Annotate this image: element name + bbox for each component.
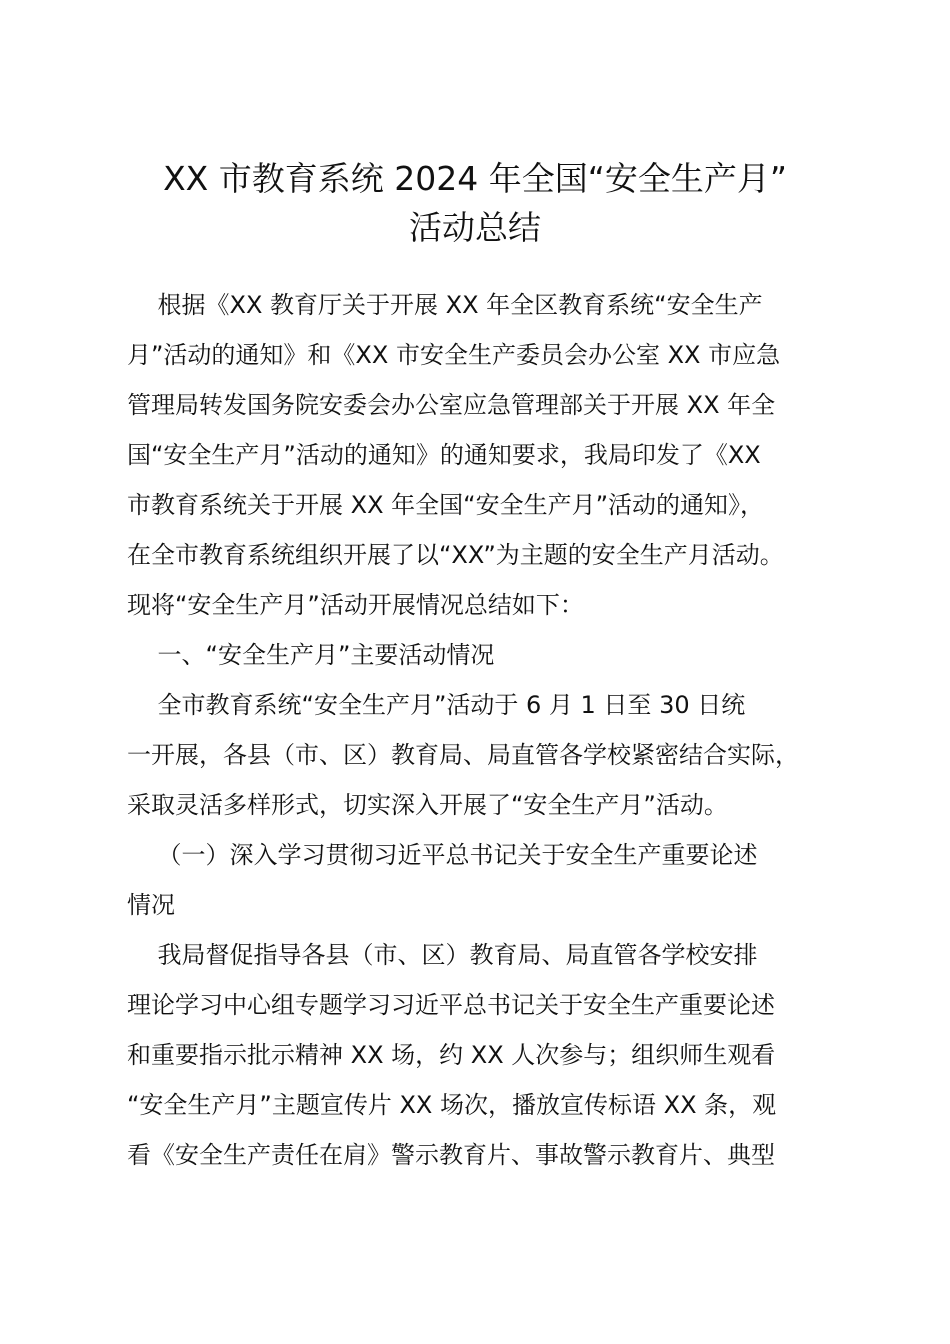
body-line-15: 理论学习中心组专题学习习近平总书记关于安全生产重要论述 (127, 991, 775, 1019)
body-line-1: 根据《XX 教育厅关于开展 XX 年全区教育系统“安全生产 (127, 291, 763, 319)
body-line-11: 采取灵活多样形式，切实深入开展了“安全生产月”活动。 (127, 791, 728, 819)
body-line-7: 现将“安全生产月”活动开展情况总结如下： (127, 591, 584, 619)
body-line-16: 和重要指示批示精神 XX 场，约 XX 人次参与；组织师生观看 (127, 1041, 776, 1069)
body-line-2: 月”活动的通知》和《XX 市安全生产委员会办公室 XX 市应急 (127, 341, 781, 369)
body-line-17: “安全生产月”主题宣传片 XX 场次，播放宣传标语 XX 条，观 (127, 1091, 777, 1119)
body-line-18: 看《安全生产责任在肩》警示教育片、事故警示教育片、典型 (127, 1141, 775, 1169)
body-line-3: 管理局转发国务院安委会办公室应急管理部关于开展 XX 年全 (127, 391, 776, 419)
body-line-5: 市教育系统关于开展 XX 年全国“安全生产月”活动的通知》， (127, 491, 765, 519)
body-line-6: 在全市教育系统组织开展了以“XX”为主题的安全生产月活动。 (127, 541, 784, 569)
subsection-heading-1-cont: 情况 (127, 891, 175, 919)
subsection-heading-1: （一）深入学习贯彻习近平总书记关于安全生产重要论述 (127, 841, 758, 869)
body-line-14: 我局督促指导各县（市、区）教育局、局直管各学校安排 (127, 941, 758, 969)
document-title-line-2: 活动总结 (409, 208, 541, 247)
document-title-line-1: XX 市教育系统 2024 年全国“安全生产月” (163, 159, 787, 198)
section-heading-1: 一、“安全生产月”主要活动情况 (127, 641, 495, 669)
body-line-4: 国“安全生产月”活动的通知》的通知要求，我局印发了《XX (127, 441, 761, 469)
body-line-9: 全市教育系统“安全生产月”活动于 6 月 1 日至 30 日统 (127, 691, 746, 719)
body-line-10: 一开展，各县（市、区）教育局、局直管各学校紧密结合实际， (127, 741, 799, 769)
